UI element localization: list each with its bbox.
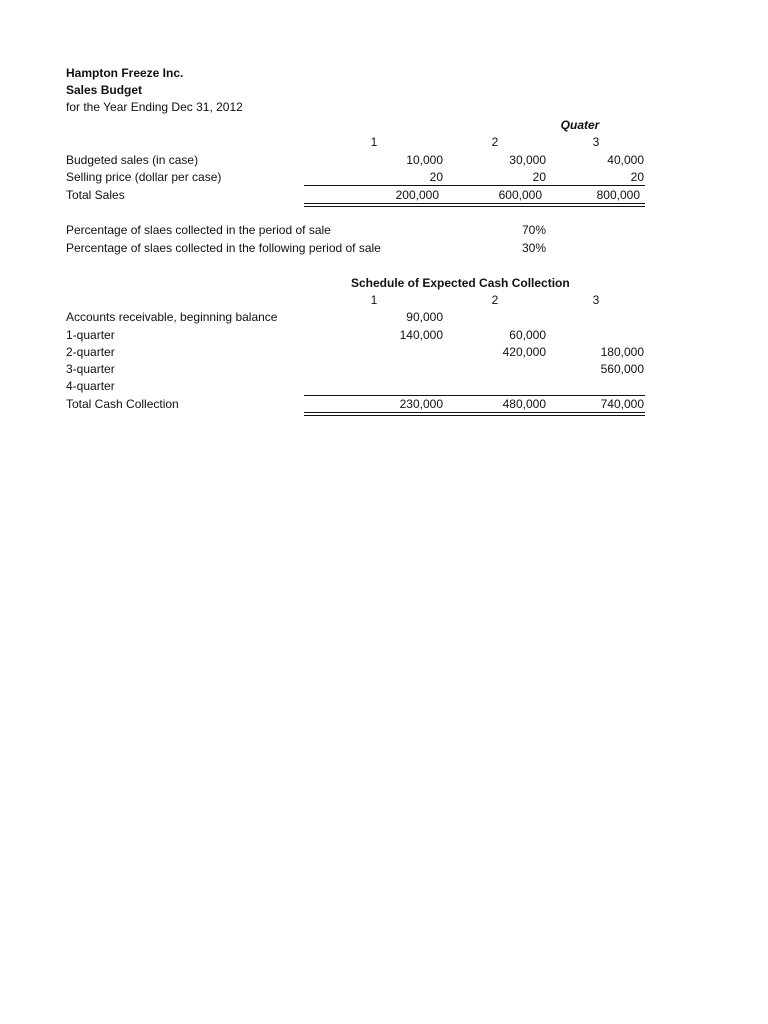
row-label-budgeted-sales: Budgeted sales (in case): [66, 153, 199, 167]
cash-q2-q2: 420,000: [502, 345, 546, 359]
pct-value-current: 70%: [521, 223, 546, 237]
report-period: for the Year Ending Dec 31, 2012: [66, 100, 243, 114]
total-cash-q3: 740,000: [600, 397, 644, 411]
total-sales-q3: 800,000: [596, 188, 640, 202]
cash-q3-q3: 560,000: [600, 362, 644, 376]
budgeted-sales-q3: 40,000: [607, 153, 644, 167]
pct-label-current: Percentage of slaes collected in the period of sale: [66, 223, 331, 237]
selling-price-q3: 20: [630, 170, 644, 184]
pct-value-following: 30%: [521, 241, 546, 255]
cash-ar-q1: 90,000: [406, 310, 443, 324]
quarter-col-3: 3: [592, 135, 600, 149]
cash-q1-q1: 140,000: [399, 328, 443, 342]
total-cash-q1: 230,000: [399, 397, 443, 411]
quarter-col-1: 1: [370, 135, 378, 149]
total-sales-q1: 200,000: [395, 188, 439, 202]
row-label-total-sales: Total Sales: [66, 188, 125, 202]
budgeted-sales-q1: 10,000: [406, 153, 443, 167]
cash-row-label-ar: Accounts receivable, beginning balance: [66, 310, 278, 324]
quarter-col-2: 2: [491, 135, 499, 149]
cash-q1-q2: 60,000: [509, 328, 546, 342]
cash-col-2: 2: [491, 293, 499, 307]
total-sales-double-rule-2: [304, 206, 645, 207]
cash-row-label-q1: 1-quarter: [66, 328, 115, 342]
total-cash-double-rule-2: [304, 415, 645, 416]
total-cash-top-rule: [304, 395, 645, 396]
selling-price-q2: 20: [532, 170, 546, 184]
cash-schedule-title: Schedule of Expected Cash Collection: [351, 276, 570, 290]
total-cash-q2: 480,000: [502, 397, 546, 411]
cash-col-3: 3: [592, 293, 600, 307]
total-cash-double-rule-1: [304, 412, 645, 413]
total-sales-q2: 600,000: [498, 188, 542, 202]
quarter-header: Quater: [560, 118, 600, 132]
cash-row-label-q2: 2-quarter: [66, 345, 115, 359]
total-sales-top-rule: [304, 185, 645, 186]
cash-row-label-q3: 3-quarter: [66, 362, 115, 376]
pct-label-following: Percentage of slaes collected in the following period of sale: [66, 241, 381, 255]
cash-row-label-q4: 4-quarter: [66, 379, 115, 393]
report-title: Sales Budget: [66, 83, 143, 97]
row-label-total-cash: Total Cash Collection: [66, 397, 179, 411]
company-name: Hampton Freeze Inc.: [66, 66, 184, 80]
selling-price-q1: 20: [429, 170, 443, 184]
cash-col-1: 1: [370, 293, 378, 307]
row-label-selling-price: Selling price (dollar per case): [66, 170, 222, 184]
budgeted-sales-q2: 30,000: [509, 153, 546, 167]
cash-q2-q3: 180,000: [600, 345, 644, 359]
total-sales-double-rule-1: [304, 203, 645, 204]
